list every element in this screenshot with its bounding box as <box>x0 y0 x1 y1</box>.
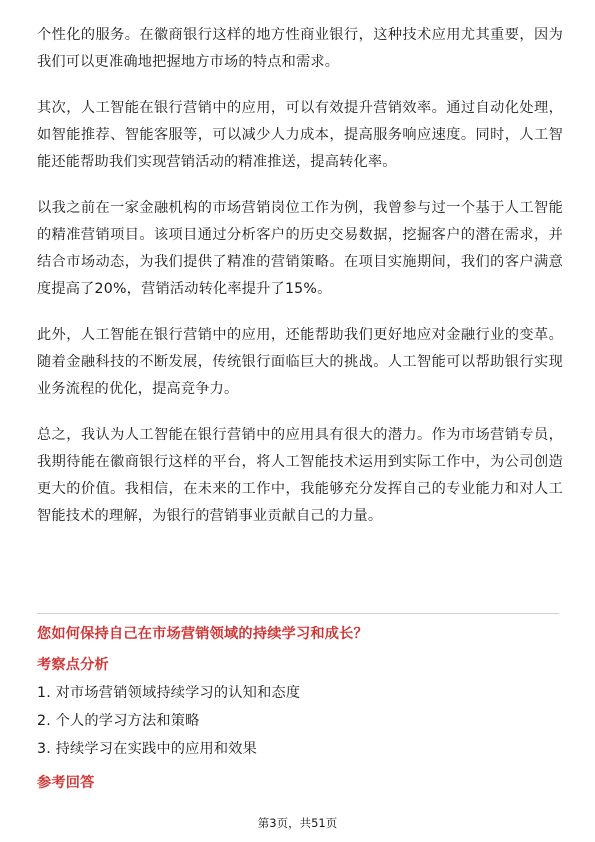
analysis-heading: 考察点分析 <box>37 657 109 673</box>
list-item: 3. 持续学习在实践中的应用和效果 <box>37 741 258 757</box>
paragraph: 此外，人工智能在银行营销中的应用，还能帮助我们更好地应对金融行业的变革。随着金融科技的不断发展，传统银行面临巨大的挑战。人工智能可以帮助银行实现业务流程的优化，提高竞争力。 <box>37 327 563 397</box>
reference-answer-heading: 参考回答 <box>37 775 95 791</box>
paragraph: 个性化的服务。在徽商银行这样的地方性商业银行，这种技术应用尤其重要，因为我们可以更准确地把握地方市场的特点和需求。 <box>37 27 563 70</box>
section-divider <box>37 613 559 614</box>
page-number: 第3页，共51页 <box>257 816 338 830</box>
list-item: 2. 个人的学习方法和策略 <box>37 713 200 729</box>
list-item: 1. 对市场营销领域持续学习的认知和态度 <box>37 685 301 701</box>
answer-body <box>37 22 563 549</box>
paragraph: 其次，人工智能在银行营销中的应用，可以有效提升营销效率。通过自动化处理，如智能推荐、智能客服等，可以减少人力成本，提高服务响应速度。同时，人工智能还能帮助我们实现营销活动的精准推送，提高转化率。 <box>37 100 563 170</box>
question-heading: 您如何保持自己在市场营销领域的持续学习和成长？ <box>37 626 368 642</box>
paragraph: 总之，我认为人工智能在银行营销中的应用具有很大的潜力。作为市场营销专员，我期待能在徽商银行这样的平台，将人工智能技术运用到实际工作中，为公司创造更大的价值。我相信，在未来的工作中，我能够充分发挥自己的专业能力和对人工智能技术的理解，为银行的营销事业贡献自己的力量。 <box>37 427 563 524</box>
paragraph: 以我之前在一家金融机构的市场营销岗位工作为例，我曾参与过一个基于人工智能的精准营销项目。该项目通过分析客户的历史交易数据，挖掘客户的潜在需求，并结合市场动态，为我们提供了精准的营销策略。在项目实施期间，我们的客户满意度提高了20%，营销活动转化率提升了15%。 <box>37 200 563 297</box>
